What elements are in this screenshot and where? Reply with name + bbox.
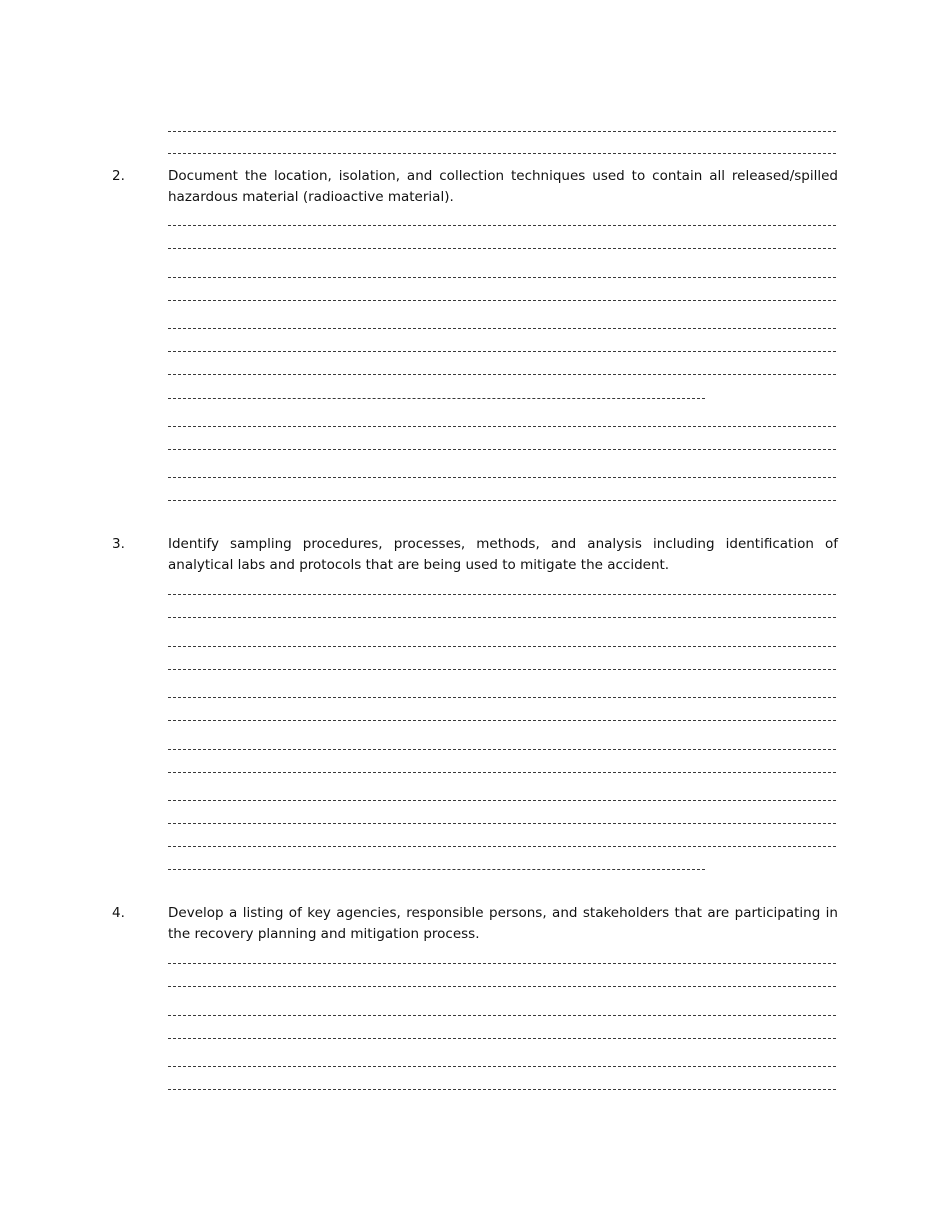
answer-line[interactable] xyxy=(168,1015,836,1016)
answer-line[interactable] xyxy=(168,800,836,801)
answer-line[interactable] xyxy=(168,449,836,450)
answer-line[interactable] xyxy=(168,225,836,226)
answer-line[interactable] xyxy=(168,720,836,721)
answer-line[interactable] xyxy=(168,248,836,249)
answer-line[interactable] xyxy=(168,617,836,618)
answer-line[interactable] xyxy=(168,351,836,352)
answer-line[interactable] xyxy=(168,1038,836,1039)
answer-line[interactable] xyxy=(168,749,836,750)
answer-line[interactable] xyxy=(168,153,836,154)
answer-line[interactable] xyxy=(168,963,836,964)
answer-line[interactable] xyxy=(168,328,836,329)
answer-line[interactable] xyxy=(168,374,836,375)
answer-line[interactable] xyxy=(168,426,836,427)
question-number: 2. xyxy=(112,168,125,184)
answer-line[interactable] xyxy=(168,500,836,501)
question-number: 4. xyxy=(112,905,125,921)
question-number: 3. xyxy=(112,536,125,552)
answer-line[interactable] xyxy=(168,646,836,647)
answer-line[interactable] xyxy=(168,277,836,278)
answer-line[interactable] xyxy=(168,594,836,595)
question-text: Develop a listing of key agencies, responsible persons, and stakeholders that are participating in the recovery planning and mitigation process. xyxy=(168,905,838,942)
answer-line[interactable] xyxy=(168,477,836,478)
question-text: Identify sampling procedures, processes, methods, and analysis including identification of analytical labs and protocols that are being used to mitigate the accident. xyxy=(168,536,838,573)
answer-line[interactable] xyxy=(168,869,705,870)
answer-line[interactable] xyxy=(168,846,836,847)
answer-line[interactable] xyxy=(168,772,836,773)
question-text: Document the location, isolation, and collection techniques used to contain all released/spilled hazardous material (radioactive material). xyxy=(168,168,838,205)
answer-line[interactable] xyxy=(168,1066,836,1067)
answer-line[interactable] xyxy=(168,398,705,399)
answer-line[interactable] xyxy=(168,1089,836,1090)
answer-line[interactable] xyxy=(168,669,836,670)
answer-line[interactable] xyxy=(168,697,836,698)
answer-line[interactable] xyxy=(168,823,836,824)
answer-line[interactable] xyxy=(168,986,836,987)
answer-line[interactable] xyxy=(168,300,836,301)
answer-line[interactable] xyxy=(168,131,836,132)
